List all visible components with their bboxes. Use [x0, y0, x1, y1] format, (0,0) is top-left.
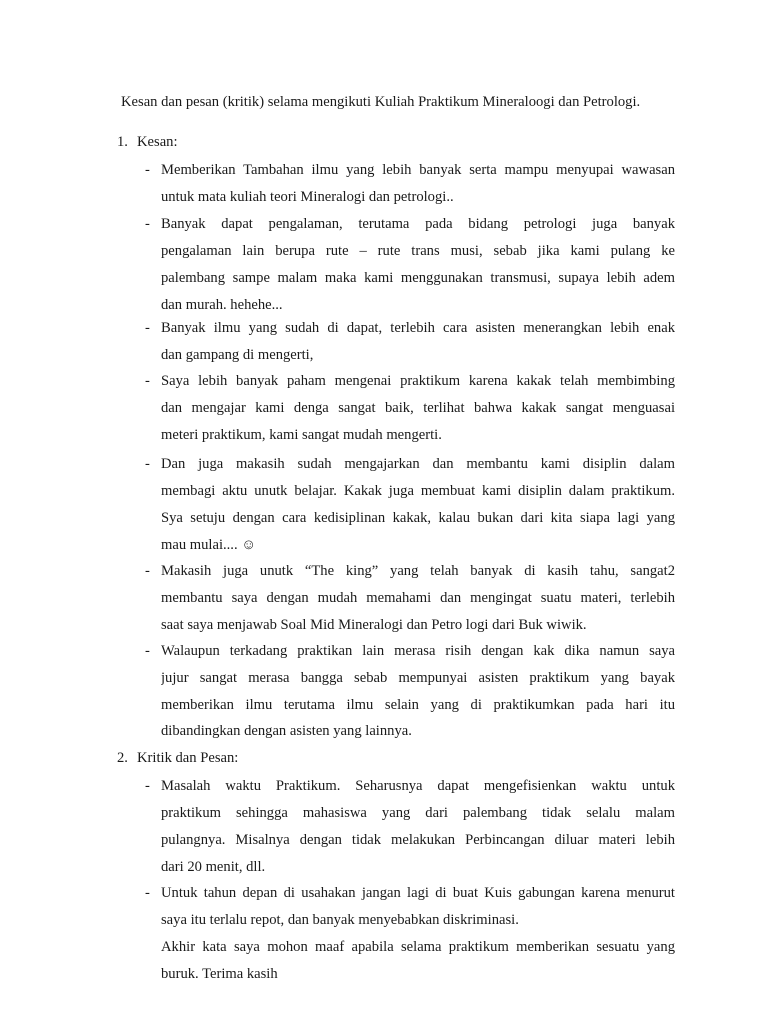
paragraph-line: saya itu terlalu repot, dan banyak menyebabkan diskriminasi.	[161, 912, 519, 928]
section-heading: Kritik dan Pesan:	[137, 750, 239, 766]
paragraph-line: Walaupun terkadang praktikan lain merasa risih dengan kak dika namun saya	[161, 643, 675, 659]
paragraph-line: meteri praktikum, kami sangat mudah mengerti.	[161, 427, 442, 443]
paragraph-line: Saya lebih banyak paham mengenai praktikum karena kakak telah membimbing	[161, 373, 675, 389]
bullet-dash: -	[145, 320, 150, 336]
section-number: 1.	[117, 134, 128, 150]
paragraph-line: Memberikan Tambahan ilmu yang lebih banyak serta mampu menyupai wawasan	[161, 162, 675, 178]
paragraph-line: dan murah. hehehe...	[161, 297, 283, 313]
paragraph-line: Banyak ilmu yang sudah di dapat, terlebih cara asisten menerangkan lebih enak	[161, 320, 675, 336]
paragraph-line: Sya setuju dengan cara kedisiplinan kakak, kalau bukan dari kita siapa lagi yang	[161, 510, 675, 526]
paragraph-line: membantu saya dengan mudah memahami dan mengingat suatu materi, terlebih	[161, 590, 675, 606]
closing-line: buruk. Terima kasih	[161, 966, 278, 982]
bullet-dash: -	[145, 778, 150, 794]
bullet-dash: -	[145, 885, 150, 901]
section-heading: Kesan:	[137, 134, 178, 150]
document-title: Kesan dan pesan (kritik) selama mengikuti Kuliah Praktikum Mineraloogi dan Petrologi.	[121, 94, 641, 110]
bullet-dash: -	[145, 643, 150, 659]
paragraph-line: Dan juga makasih sudah mengajarkan dan membantu kami disiplin dalam	[161, 456, 675, 472]
paragraph-line: Banyak dapat pengalaman, terutama pada bidang petrologi juga banyak	[161, 216, 675, 232]
bullet-dash: -	[145, 373, 150, 389]
paragraph-line: pengalaman lain berupa rute – rute trans musi, sebab jika kami pulang ke	[161, 243, 675, 259]
paragraph-line: Makasih juga unutk “The king” yang telah banyak di kasih tahu, sangat2	[161, 563, 675, 579]
paragraph-line: untuk mata kuliah teori Mineralogi dan petrologi..	[161, 189, 454, 205]
paragraph-line: Masalah waktu Praktikum. Seharusnya dapat mengefisienkan waktu untuk	[161, 778, 675, 794]
paragraph-line: praktikum sehingga mahasiswa yang dari palembang tidak selalu malam	[161, 805, 675, 821]
bullet-dash: -	[145, 216, 150, 232]
paragraph-line: pulangnya. Misalnya dengan tidak melakukan Perbincangan diluar materi lebih	[161, 832, 675, 848]
paragraph-line: dan gampang di mengerti,	[161, 347, 314, 363]
bullet-dash: -	[145, 456, 150, 472]
paragraph-line: dibandingkan dengan asisten yang lainnya.	[161, 723, 412, 739]
paragraph-line: dan mengajar kami denga sangat baik, terlihat bahwa kakak sangat menguasai	[161, 400, 675, 416]
section-number: 2.	[117, 750, 128, 766]
paragraph-line: mau mulai.... ☺	[161, 537, 257, 553]
paragraph-line: saat saya menjawab Soal Mid Mineralogi dan Petro logi dari Buk wiwik.	[161, 617, 587, 633]
bullet-dash: -	[145, 563, 150, 579]
paragraph-line: dari 20 menit, dll.	[161, 859, 266, 875]
paragraph-line: Untuk tahun depan di usahakan jangan lagi di buat Kuis gabungan karena menurut	[161, 885, 675, 901]
paragraph-line: jujur sangat merasa bangga sebab mempunyai asisten praktikum yang bayak	[161, 670, 675, 686]
paragraph-line: memberikan ilmu terutama ilmu selain yang di praktikumkan pada hari itu	[161, 697, 675, 713]
bullet-dash: -	[145, 162, 150, 178]
closing-line: Akhir kata saya mohon maaf apabila selama praktikum memberikan sesuatu yang	[161, 939, 675, 955]
paragraph-line: membagi aktu unutk belajar. Kakak juga membuat kami disiplin dalam praktikum.	[161, 483, 675, 499]
paragraph-line: palembang sampe malam maka kami menggunakan transmusi, supaya lebih adem	[161, 270, 675, 286]
